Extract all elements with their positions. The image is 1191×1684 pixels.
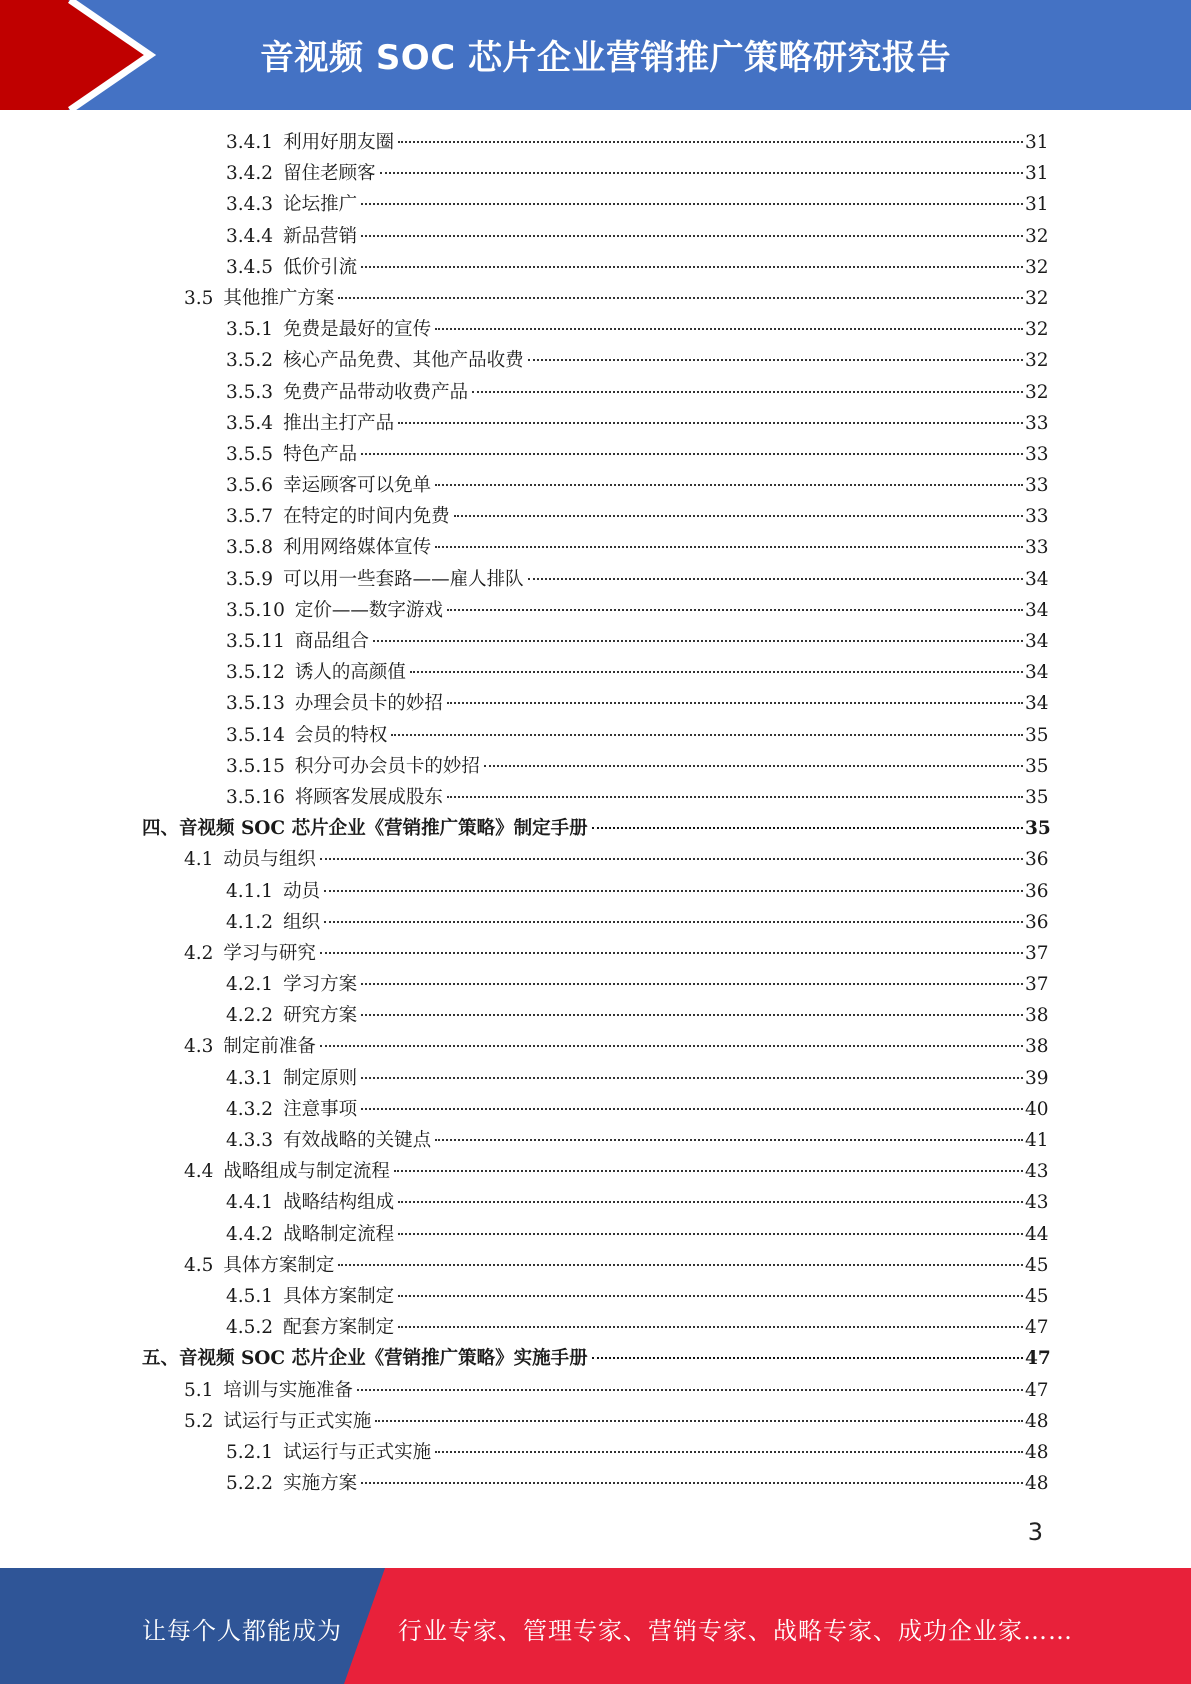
toc-entry-page: 34	[1025, 693, 1049, 715]
toc-entry-page: 35	[1025, 724, 1049, 746]
toc-entry-number: 3.5.8	[226, 537, 274, 559]
toc-entry-number: 4.3.1	[226, 1067, 274, 1089]
toc-entry[interactable]	[0, 813, 1191, 844]
toc-entry[interactable]	[0, 782, 1191, 813]
toc-entry-page: 32	[1025, 350, 1049, 372]
toc-entry-number: 4.1	[184, 849, 214, 871]
toc-entry-label	[184, 1031, 316, 1062]
toc-entry-title: 学习方案	[283, 974, 358, 996]
toc-entry[interactable]	[0, 1094, 1191, 1125]
toc-entry-number: 3.5.3	[226, 381, 274, 403]
toc-entry-title: 利用网络媒体宣传	[283, 537, 432, 559]
toc-entry-title: 制定原则	[283, 1067, 358, 1089]
toc-entry-number: 4.5.1	[226, 1285, 274, 1307]
toc-dot-leader	[320, 858, 1023, 860]
toc-entry[interactable]	[0, 1375, 1191, 1406]
toc-entry-page: 35	[1025, 818, 1051, 840]
toc-entry-page: 31	[1025, 163, 1049, 185]
toc-entry-page: 31	[1025, 132, 1049, 153]
toc-entry[interactable]	[0, 1125, 1191, 1156]
toc-entry-page: 47	[1025, 1348, 1051, 1370]
toc-entry[interactable]	[0, 345, 1191, 376]
toc-dot-leader	[361, 1108, 1023, 1110]
toc-dot-leader	[361, 453, 1023, 455]
toc-entry-number: 3.5.14	[226, 724, 285, 746]
toc-entry-page: 35	[1025, 786, 1049, 808]
toc-dot-leader	[398, 1295, 1023, 1297]
toc-dot-leader	[398, 141, 1023, 143]
toc-entry-page: 32	[1025, 381, 1049, 403]
toc-dot-leader	[398, 1326, 1023, 1328]
toc-entry-number: 3.4.3	[226, 194, 274, 216]
toc-dot-leader	[338, 297, 1023, 299]
report-title: 音视频 SOC 芯片企业营销推广策略研究报告	[259, 38, 951, 78]
toc-entry[interactable]	[0, 688, 1191, 719]
page-footer	[0, 1568, 1191, 1684]
toc-entry-label	[226, 595, 443, 626]
toc-entry-page: 45	[1025, 1254, 1049, 1276]
toc-entry-label	[226, 1219, 394, 1250]
toc-entry-title: 配套方案制定	[283, 1317, 395, 1339]
toc-entry-title: 制定前准备	[223, 1036, 316, 1058]
toc-entry[interactable]	[0, 1000, 1191, 1031]
toc-entry-title: 利用好朋友圈	[283, 132, 395, 153]
toc-entry-number: 3.5.16	[226, 786, 285, 808]
toc-entry-title: 免费是最好的宣传	[283, 319, 432, 341]
toc-entry-label	[184, 1250, 334, 1281]
toc-entry-title: 四、音视频 SOC 芯片企业《营销推广策略》制定手册	[142, 818, 588, 840]
toc-entry-label	[226, 1312, 394, 1343]
toc-entry-page: 38	[1025, 1005, 1049, 1027]
toc-entry[interactable]	[0, 657, 1191, 688]
toc-entry-page: 34	[1025, 662, 1049, 684]
toc-entry-title: 战略组成与制定流程	[223, 1161, 390, 1183]
toc-dot-leader	[361, 235, 1023, 237]
toc-entry-label	[226, 969, 357, 1000]
toc-entry[interactable]	[0, 1312, 1191, 1343]
toc-entry-label	[226, 158, 376, 189]
toc-entry-label	[226, 408, 394, 439]
toc-entry-label	[184, 1375, 353, 1406]
toc-dot-leader	[447, 702, 1023, 704]
toc-entry[interactable]	[0, 439, 1191, 470]
toc-dot-leader	[398, 1201, 1023, 1203]
toc-entry[interactable]	[0, 1343, 1191, 1374]
toc-entry[interactable]	[0, 1406, 1191, 1437]
toc-entry[interactable]	[0, 127, 1191, 158]
toc-entry-page: 44	[1025, 1223, 1049, 1245]
toc-entry-label	[226, 1000, 357, 1031]
toc-entry-number: 4.4	[184, 1161, 214, 1183]
toc-entry-number: 4.2.1	[226, 974, 274, 996]
toc-entry-number: 4.2	[184, 942, 214, 964]
toc-entry-number: 4.2.2	[226, 1005, 274, 1027]
toc-entry-title: 试运行与正式实施	[223, 1410, 372, 1432]
toc-entry-page: 35	[1025, 755, 1049, 777]
toc-entry-number: 3.5.10	[226, 599, 285, 621]
toc-entry-number: 4.3	[184, 1036, 214, 1058]
toc-entry-label	[226, 688, 443, 719]
toc-entry[interactable]	[0, 532, 1191, 563]
toc-entry-number: 3.5.6	[226, 475, 274, 497]
toc-entry-title: 核心产品免费、其他产品收费	[283, 350, 524, 372]
toc-entry[interactable]	[0, 720, 1191, 751]
toc-entry-title: 学习与研究	[223, 942, 316, 964]
toc-entry[interactable]	[0, 314, 1191, 345]
toc-entry-title: 战略结构组成	[283, 1192, 395, 1214]
footer-slogan-right: 行业专家、管理专家、营销专家、战略专家、成功企业家……	[398, 1617, 1073, 1645]
toc-entry-number: 3.5.13	[226, 693, 285, 715]
toc-entry[interactable]	[0, 751, 1191, 782]
toc-entry-page: 32	[1025, 225, 1049, 247]
toc-entry-page: 32	[1025, 319, 1049, 341]
toc-entry-page: 34	[1025, 631, 1049, 652]
toc-entry-label	[184, 1156, 390, 1187]
toc-entry-title: 在特定的时间内免费	[283, 506, 450, 528]
toc-entry-title: 战略制定流程	[283, 1223, 395, 1245]
toc-dot-leader	[447, 796, 1023, 798]
toc-entry-page: 33	[1025, 475, 1049, 497]
toc-entry-label	[226, 657, 406, 688]
page-number: 3	[1027, 1518, 1043, 1546]
toc-entry-label	[226, 907, 320, 938]
toc-entry-number: 3.4.4	[226, 225, 274, 247]
toc-entry[interactable]	[0, 1156, 1191, 1187]
toc-entry-page: 48	[1025, 1473, 1049, 1495]
toc-entry-title: 积分可办会员卡的妙招	[294, 755, 480, 777]
toc-entry-number: 4.3.2	[226, 1098, 274, 1120]
toc-entry[interactable]	[0, 564, 1191, 595]
toc-dot-leader	[472, 391, 1023, 393]
toc-entry-label	[226, 876, 320, 907]
toc-entry-page: 34	[1025, 599, 1049, 621]
toc-dot-leader	[435, 1451, 1023, 1453]
toc-entry-label	[226, 501, 450, 532]
toc-entry-title: 动员与组织	[223, 849, 316, 871]
toc-dot-leader	[592, 827, 1023, 829]
toc-entry[interactable]	[0, 626, 1191, 657]
toc-entry[interactable]	[0, 158, 1191, 189]
toc-entry-page: 48	[1025, 1410, 1049, 1432]
toc-entry-number: 4.4.1	[226, 1192, 274, 1214]
toc-entry[interactable]	[0, 252, 1191, 283]
toc-entry-label	[226, 532, 431, 563]
toc-entry-title: 商品组合	[294, 631, 369, 652]
toc-entry-label	[226, 189, 357, 220]
toc-entry-number: 5.2.1	[226, 1441, 274, 1463]
toc-dot-leader	[391, 734, 1023, 736]
toc-entry-page: 33	[1025, 443, 1049, 465]
toc-entry-title: 注意事项	[283, 1098, 358, 1120]
toc-dot-leader	[398, 422, 1023, 424]
toc-entry-label	[226, 314, 431, 345]
toc-entry-number: 5.1	[184, 1379, 214, 1401]
toc-entry[interactable]	[0, 595, 1191, 626]
toc-entry-number: 3.5.2	[226, 350, 274, 372]
toc-entry-number: 4.1.2	[226, 911, 274, 933]
toc-dot-leader	[338, 1264, 1023, 1266]
toc-entry-number: 3.4.2	[226, 163, 274, 185]
toc-entry-title: 研究方案	[283, 1005, 358, 1027]
toc-dot-leader	[528, 359, 1023, 361]
toc-entry-label	[184, 1406, 371, 1437]
toc-entry-page: 33	[1025, 412, 1049, 434]
toc-entry-number: 4.3.3	[226, 1130, 274, 1151]
toc-entry-page: 47	[1025, 1317, 1049, 1339]
toc-entry-number: 3.5.11	[226, 631, 285, 652]
toc-entry-page: 47	[1025, 1379, 1049, 1401]
toc-entry-page: 37	[1025, 942, 1049, 964]
toc-entry-title: 低价引流	[283, 256, 358, 278]
toc-dot-leader	[380, 172, 1023, 174]
toc-dot-leader	[361, 266, 1023, 268]
toc-entry-label	[226, 564, 524, 595]
toc-entry-page: 48	[1025, 1441, 1049, 1463]
toc-entry-label	[226, 439, 357, 470]
toc-dot-leader	[447, 609, 1023, 611]
toc-entry[interactable]	[0, 907, 1191, 938]
toc-entry-page: 36	[1025, 911, 1049, 933]
toc-entry-title: 新品营销	[283, 225, 358, 247]
toc-entry-title: 具体方案制定	[223, 1254, 335, 1276]
toc-entry[interactable]	[0, 938, 1191, 969]
toc-entry-label	[226, 377, 468, 408]
toc-entry[interactable]	[0, 189, 1191, 220]
toc-entry[interactable]	[0, 969, 1191, 1000]
toc-entry-label	[226, 221, 357, 252]
toc-dot-leader	[361, 983, 1023, 985]
toc-entry-label	[226, 1125, 431, 1156]
toc-dot-leader	[394, 1170, 1023, 1172]
toc-entry-label	[226, 1187, 394, 1218]
toc-entry-number: 3.5.5	[226, 443, 274, 465]
toc-entry-label	[226, 470, 431, 501]
toc-entry-title: 动员	[283, 880, 321, 902]
toc-entry-page: 36	[1025, 880, 1049, 902]
toc-entry-title: 论坛推广	[283, 194, 358, 216]
toc-entry-label	[226, 720, 387, 751]
toc-entry[interactable]	[0, 1437, 1191, 1468]
toc-entry-title: 幸运顾客可以免单	[283, 475, 432, 497]
toc-dot-leader	[484, 765, 1023, 767]
toc-entry-page: 41	[1025, 1130, 1049, 1151]
toc-dot-leader	[375, 1420, 1023, 1422]
toc-entry[interactable]	[0, 377, 1191, 408]
toc-entry-title: 试运行与正式实施	[283, 1441, 432, 1463]
toc-entry-number: 5.2	[184, 1410, 214, 1432]
toc-entry-title: 可以用一些套路——雇人排队	[283, 568, 524, 590]
toc-entry[interactable]	[0, 221, 1191, 252]
toc-dot-leader	[435, 546, 1023, 548]
toc-entry-title: 五、音视频 SOC 芯片企业《营销推广策略》实施手册	[142, 1348, 588, 1370]
toc-entry-title: 特色产品	[283, 443, 358, 465]
toc-entry-number: 3.4.1	[226, 132, 274, 153]
toc-dot-leader	[410, 671, 1023, 673]
toc-dot-leader	[435, 484, 1023, 486]
toc-entry-label	[184, 844, 316, 875]
toc-entry-title: 具体方案制定	[283, 1285, 395, 1307]
page-header	[0, 0, 1191, 110]
toc-entry-number: 3.5.9	[226, 568, 274, 590]
toc-entry[interactable]	[0, 1250, 1191, 1281]
toc-entry[interactable]	[0, 501, 1191, 532]
toc-entry-page: 32	[1025, 256, 1049, 278]
toc-entry-number: 3.5	[184, 287, 214, 309]
toc-entry-label	[184, 938, 316, 969]
toc-entry-number: 4.5	[184, 1254, 214, 1276]
toc-entry-title: 组织	[283, 911, 321, 933]
toc-entry-number: 4.4.2	[226, 1223, 274, 1245]
toc-entry[interactable]	[0, 1281, 1191, 1312]
footer-slogan-left: 让每个人都能成为	[142, 1617, 342, 1645]
toc-entry-number: 3.5.12	[226, 662, 285, 684]
toc-entry[interactable]	[0, 1063, 1191, 1094]
toc-entry-page: 40	[1025, 1098, 1049, 1120]
toc-entry-label	[226, 1094, 357, 1125]
toc-entry-title: 诱人的高颜值	[294, 662, 406, 684]
toc-dot-leader	[320, 1045, 1023, 1047]
toc-entry-page: 31	[1025, 194, 1049, 216]
toc-entry[interactable]	[0, 876, 1191, 907]
toc-dot-leader	[435, 328, 1023, 330]
toc-dot-leader	[357, 1389, 1023, 1391]
toc-entry-number: 3.5.4	[226, 412, 274, 434]
toc-entry-number: 3.4.5	[226, 256, 274, 278]
toc-entry-label	[226, 345, 524, 376]
toc-entry-title: 免费产品带动收费产品	[283, 381, 469, 403]
toc-entry-label	[142, 813, 588, 844]
toc-entry-label	[226, 252, 357, 283]
toc-entry-number: 5.2.2	[226, 1473, 274, 1495]
toc-dot-leader	[435, 1139, 1023, 1141]
toc-dot-leader	[528, 578, 1023, 580]
toc-entry-title: 有效战略的关键点	[283, 1130, 432, 1151]
toc-entry-label	[226, 1063, 357, 1094]
toc-entry[interactable]	[0, 283, 1191, 314]
table-of-contents	[0, 127, 1191, 1499]
toc-entry[interactable]	[0, 470, 1191, 501]
toc-entry-number: 3.5.1	[226, 319, 274, 341]
toc-entry-title: 会员的特权	[294, 724, 388, 746]
toc-dot-leader	[361, 1482, 1023, 1484]
toc-entry-page: 37	[1025, 974, 1049, 996]
toc-entry-page: 43	[1025, 1161, 1049, 1183]
toc-entry-label	[226, 1281, 394, 1312]
toc-entry-page: 38	[1025, 1036, 1049, 1058]
toc-entry-title: 其他推广方案	[223, 287, 335, 309]
toc-dot-leader	[324, 921, 1023, 923]
toc-entry-number: 3.5.7	[226, 506, 274, 528]
toc-entry-page: 43	[1025, 1192, 1049, 1214]
toc-entry-page: 45	[1025, 1285, 1049, 1307]
toc-entry-label	[226, 1468, 357, 1499]
toc-entry[interactable]	[0, 1219, 1191, 1250]
toc-dot-leader	[592, 1357, 1023, 1359]
toc-entry-page: 36	[1025, 849, 1049, 871]
toc-entry-label	[226, 751, 480, 782]
toc-entry-title: 实施方案	[283, 1473, 358, 1495]
toc-entry-title: 留住老顾客	[283, 163, 376, 185]
toc-entry-page: 32	[1025, 287, 1049, 309]
toc-dot-leader	[324, 890, 1023, 892]
toc-entry-page: 33	[1025, 537, 1049, 559]
toc-entry-number: 3.5.15	[226, 755, 285, 777]
toc-entry-label	[226, 782, 443, 813]
toc-entry-title: 办理会员卡的妙招	[294, 693, 443, 715]
toc-dot-leader	[361, 1077, 1023, 1079]
toc-entry-title: 将顾客发展成股东	[294, 786, 443, 808]
toc-entry-number: 4.1.1	[226, 880, 274, 902]
toc-entry[interactable]	[0, 1187, 1191, 1218]
toc-entry-number: 4.5.2	[226, 1317, 274, 1339]
toc-dot-leader	[398, 1233, 1023, 1235]
toc-entry-page: 34	[1025, 568, 1049, 590]
toc-entry[interactable]	[0, 1468, 1191, 1499]
toc-dot-leader	[361, 203, 1023, 205]
toc-entry[interactable]	[0, 1031, 1191, 1062]
toc-entry[interactable]	[0, 408, 1191, 439]
toc-entry-label	[226, 626, 369, 657]
toc-entry-title: 定价——数字游戏	[294, 599, 443, 621]
toc-entry-label	[226, 127, 394, 158]
toc-entry-label	[184, 283, 334, 314]
toc-dot-leader	[454, 515, 1023, 517]
toc-entry-page: 33	[1025, 506, 1049, 528]
toc-entry-label	[226, 1437, 431, 1468]
toc-entry-title: 推出主打产品	[283, 412, 395, 434]
toc-dot-leader	[320, 952, 1023, 954]
toc-entry-page: 39	[1025, 1067, 1049, 1089]
toc-dot-leader	[373, 640, 1023, 642]
toc-entry-label	[142, 1343, 588, 1374]
toc-entry[interactable]	[0, 844, 1191, 875]
toc-entry-title: 培训与实施准备	[223, 1379, 353, 1401]
toc-dot-leader	[361, 1014, 1023, 1016]
